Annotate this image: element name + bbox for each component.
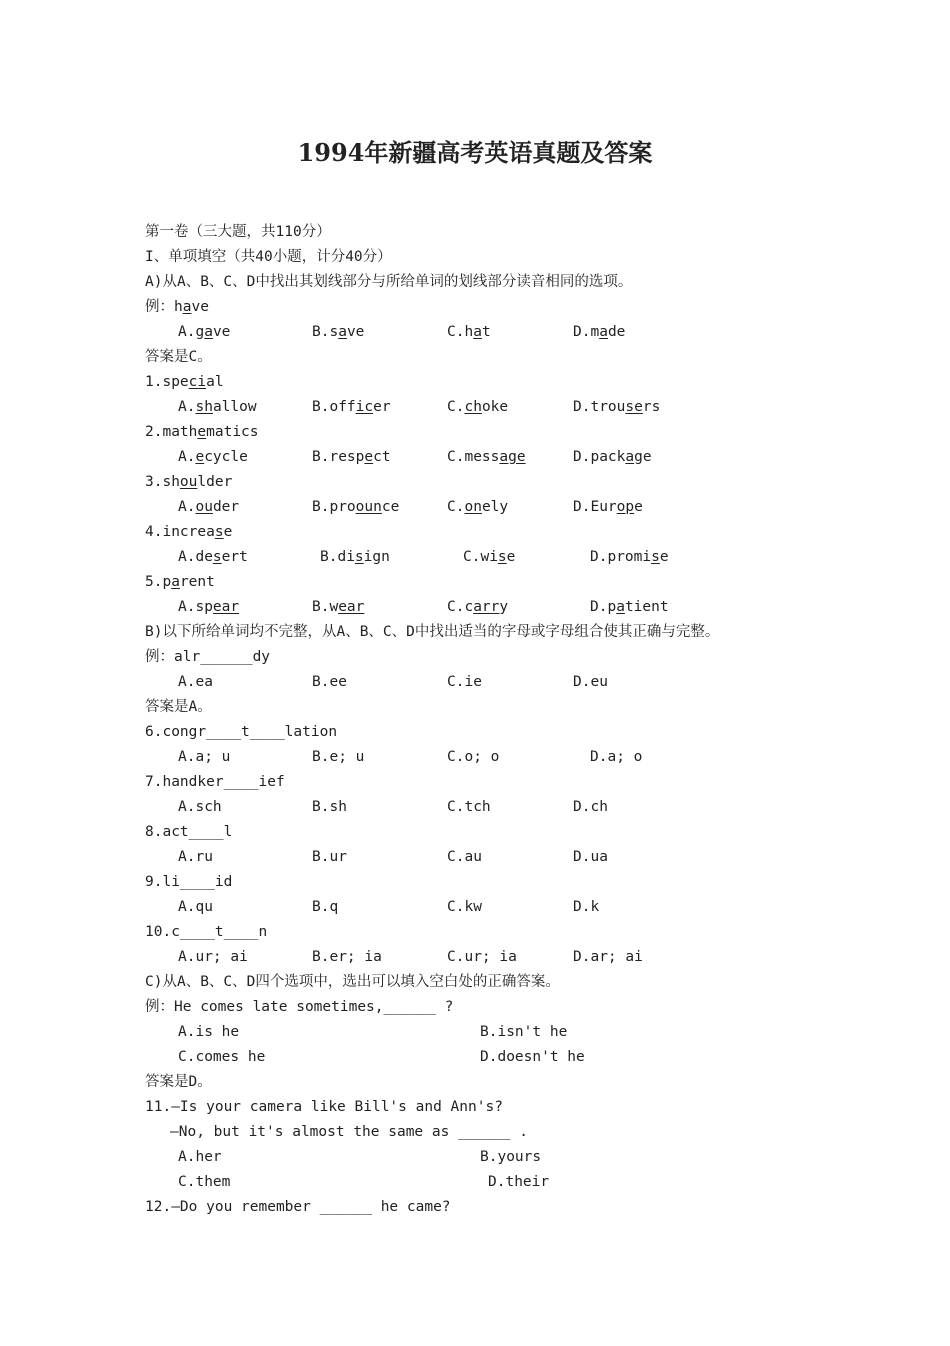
option: A.spear [178,599,240,615]
question-stem: 5.parent [145,574,215,590]
option: D.ua [573,849,608,865]
option: A.ur; ai [178,949,248,965]
option: D.ar; ai [573,949,643,965]
option: B.er; ia [312,949,382,965]
question-stem: 3.shoulder [145,474,233,490]
option: A.a; u [178,749,231,765]
option: B.proounce [312,499,400,515]
option: A.ru [178,849,213,865]
section-b-answer: 答案是A。 [145,699,212,715]
question-stem: 2.mathematics [145,424,259,440]
option: D.Europe [573,499,643,515]
option: C.message [447,449,526,465]
option: B.sh [312,799,347,815]
question-11-stem: 11.—Is your camera like Bill's and Ann's? [145,1099,503,1115]
part-header: 第一卷（三大题，共110分） [145,224,331,240]
option: A.ea [178,674,213,690]
option: B.officer [312,399,391,415]
question-stem: 6.congr____t____lation [145,724,338,740]
question-12-stem: 12.—Do you remember ______ he came? [145,1199,451,1215]
option: C.hat [447,324,491,340]
option: B.q [312,899,339,915]
option: C.choke [447,399,509,415]
option: C.carry [447,599,509,615]
option: B.ur [312,849,347,865]
option: A.qu [178,899,213,915]
question-11-reply: —No, but it's almost the same as ______ . [170,1124,528,1140]
section-c-example: 例：He comes late sometimes,______ ? [145,999,454,1015]
option: C.kw [447,899,482,915]
option: A.ecycle [178,449,248,465]
question-stem: 4.increase [145,524,233,540]
option: D.patient [590,599,669,615]
option: D.doesn't he [480,1049,585,1065]
option: B.e; u [312,749,365,765]
question-stem: 10.c____t____n [145,924,268,940]
option: C.comes he [178,1049,266,1065]
option: B.save [312,324,365,340]
section-a-instruction: A)从A、B、C、D中找出其划线部分与所给单词的划线部分读音相同的选项。 [145,274,633,290]
question-stem: 1.special [145,374,224,390]
option: D.a; o [590,749,643,765]
option: B.wear [312,599,365,615]
question-stem: 9.li____id [145,874,233,890]
option: D.ch [573,799,608,815]
option: C.them [178,1174,231,1190]
option: D.package [573,449,652,465]
option: D.promise [590,549,669,565]
option: C.onely [447,499,509,515]
option: D.their [488,1174,550,1190]
option: A.ouder [178,499,240,515]
section-b-example: 例：alr______dy [145,649,271,665]
section-header: I、单项填空（共40小题，计分40分） [145,249,392,265]
option: B.isn't he [480,1024,568,1040]
section-b-instruction: B)以下所给单词均不完整，从A、B、C、D中找出适当的字母或字母组合使其正确与完整。 [145,624,720,640]
option: B.yours [480,1149,542,1165]
option: B.respect [312,449,391,465]
option: A.sch [178,799,222,815]
option: D.trousers [573,399,661,415]
option: C.tch [447,799,491,815]
option: B.ee [312,674,347,690]
section-a-example: 例：have [145,299,209,315]
section-c-instruction: C)从A、B、C、D四个选项中，选出可以填入空白处的正确答案。 [145,974,560,990]
option: D.eu [573,674,608,690]
option: B.disign [320,549,390,565]
option: A.is he [178,1024,240,1040]
option: C.ur; ia [447,949,517,965]
option: A.desert [178,549,248,565]
option: C.au [447,849,482,865]
option: C.ie [447,674,482,690]
question-stem: 8.act____l [145,824,233,840]
section-a-answer: 答案是C。 [145,349,212,365]
option: D.k [573,899,600,915]
option: C.o; o [447,749,500,765]
option: A.her [178,1149,222,1165]
question-stem: 7.handker____ief [145,774,285,790]
section-c-answer: 答案是D。 [145,1074,212,1090]
option: D.made [573,324,626,340]
option: A.gave [178,324,231,340]
option: A.shallow [178,399,257,415]
page-title: 1994年新疆高考英语真题及答案 [297,138,653,167]
option: C.wise [463,549,516,565]
